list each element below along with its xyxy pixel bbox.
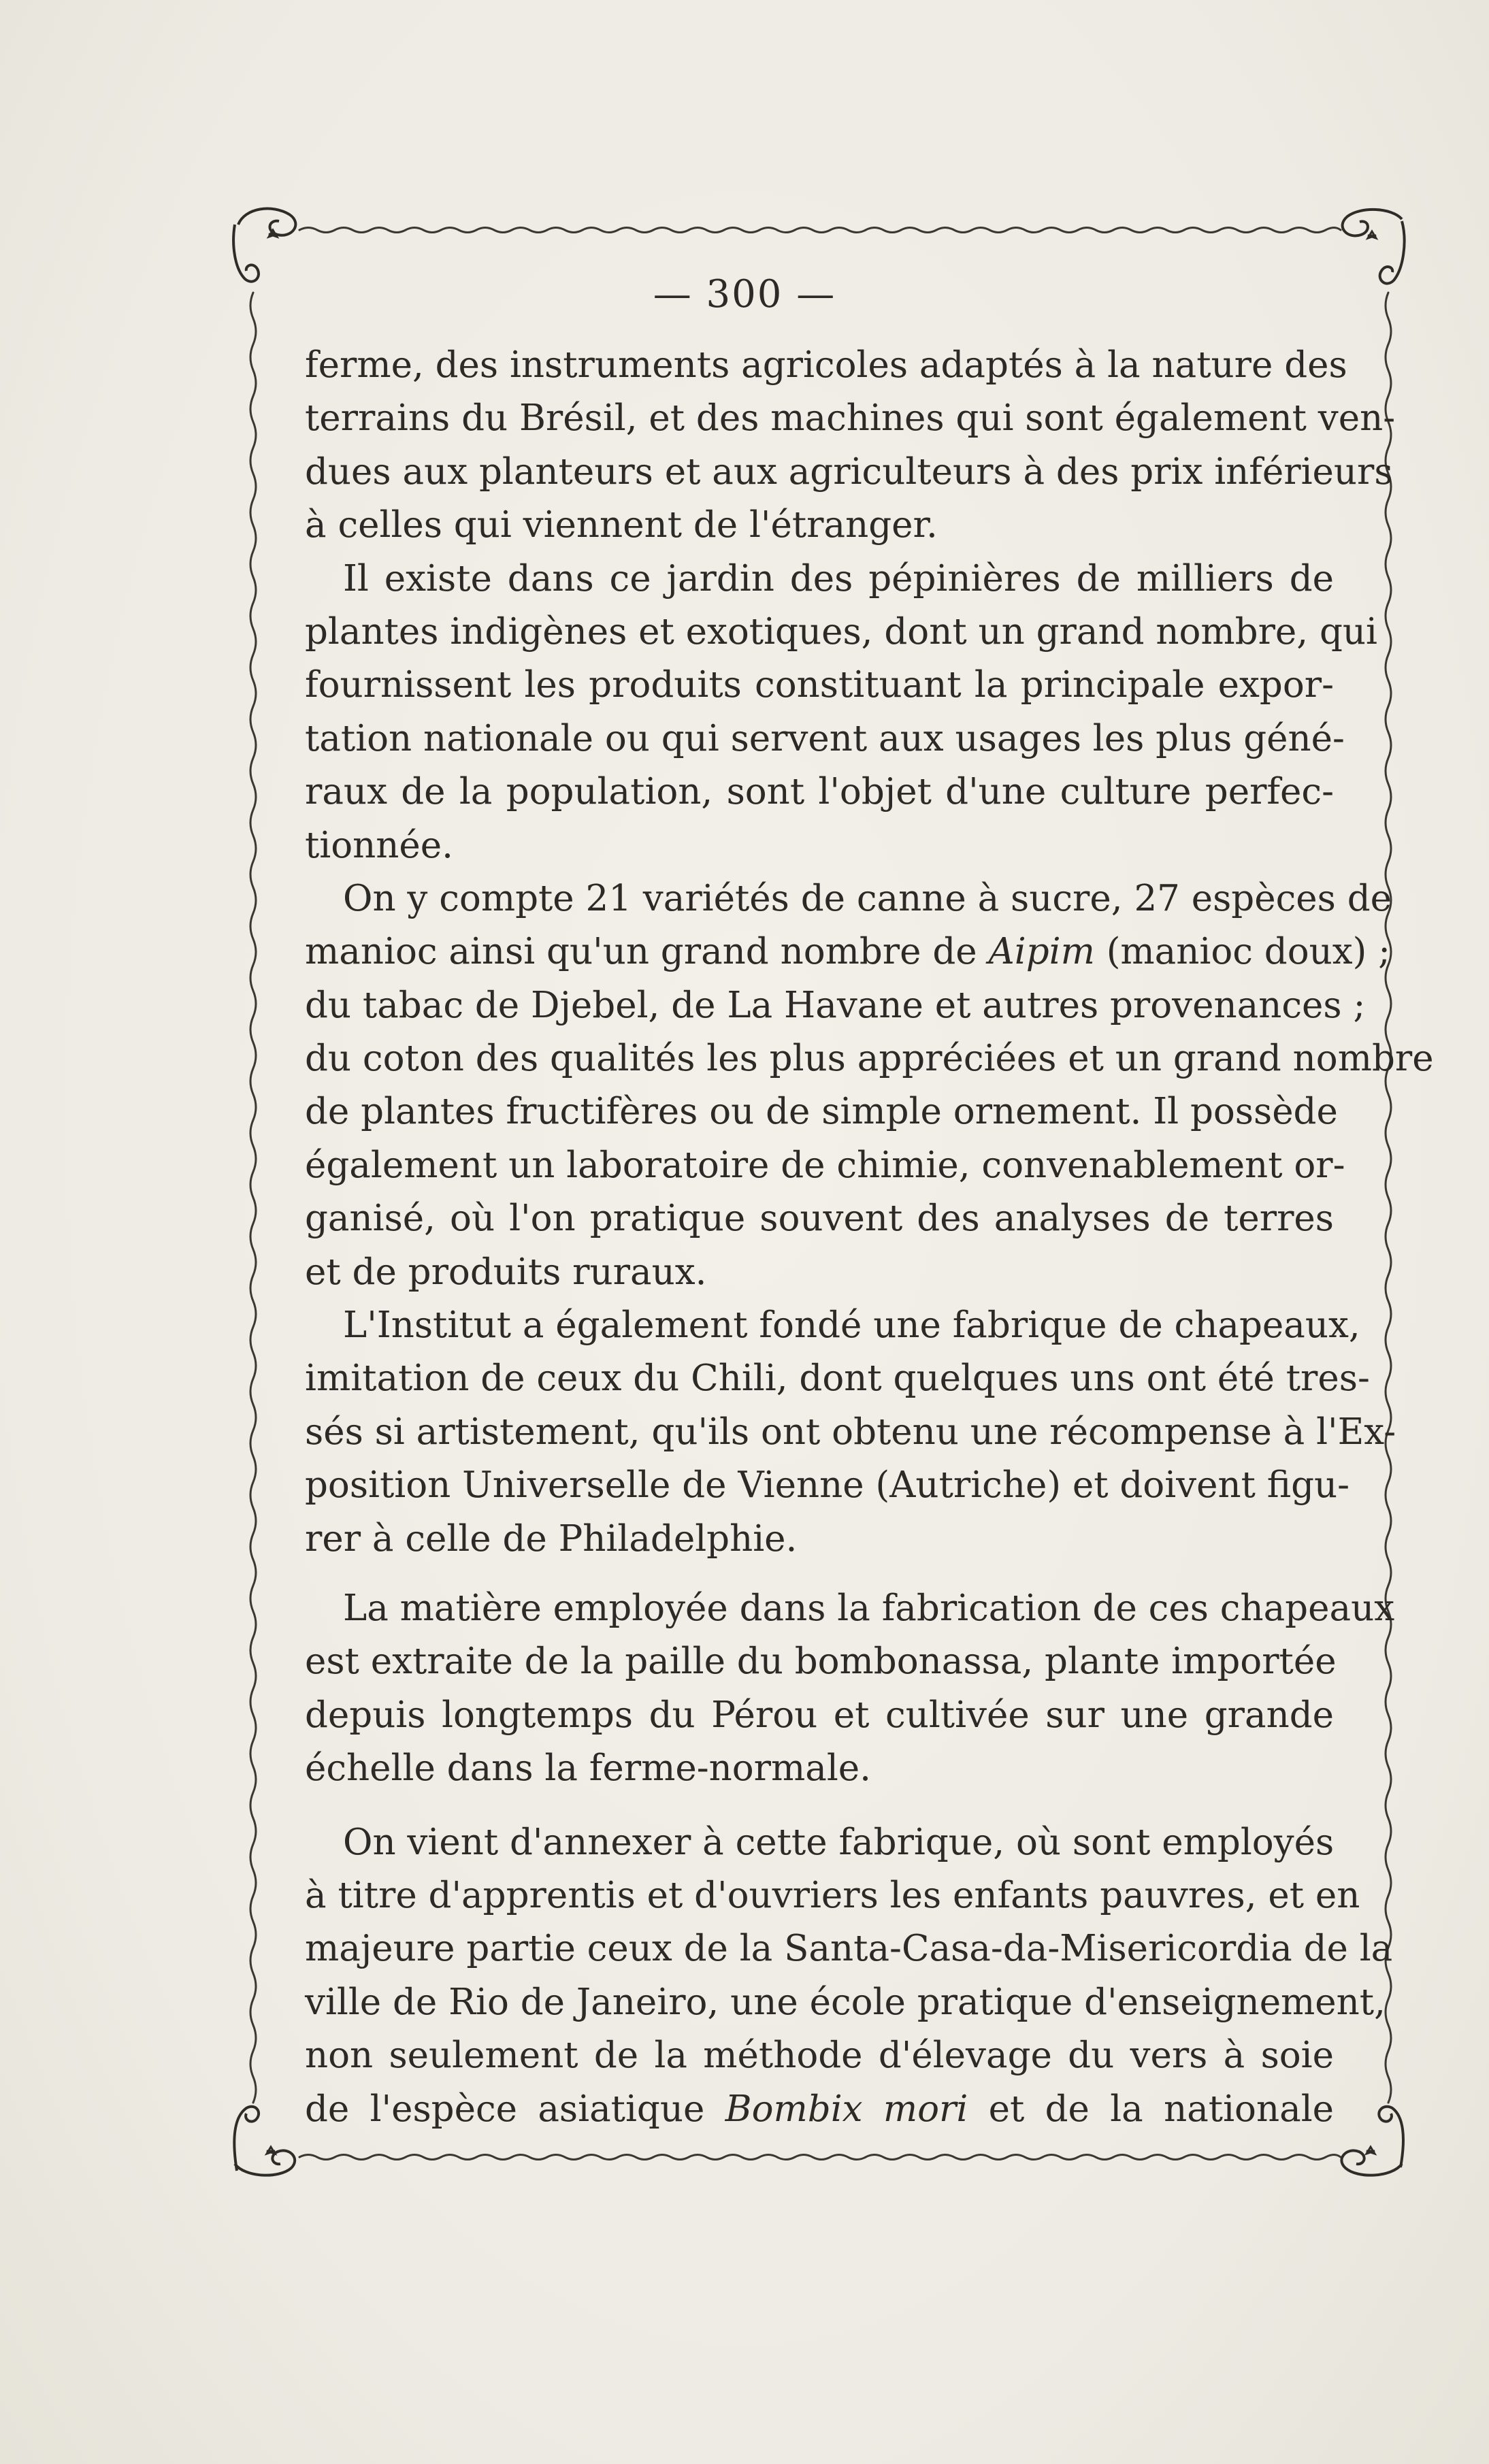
text-line: majeure partie ceux de la Santa-Casa-da-Misericordia de la [305,1928,1393,1970]
text-segment: et de la nationale [968,2088,1335,2130]
text-line: tation nationale ou qui servent aux usages les plus géné- [305,717,1345,759]
text-line: à titre d'apprentis et d'ouvriers les enfants pauvres, et en [305,1874,1360,1916]
text-line [305,2083,1334,2136]
text-line: position Universelle de Vienne (Autriche) et doivent figu- [305,1464,1350,1507]
text-line: de plantes fructifères ou de simple ornement. Il possède [305,1091,1338,1133]
text-line: du coton des qualités les plus appréciées et un grand nombre [305,1038,1434,1080]
text-line: sés si artistement, qu'ils ont obtenu une récompense à l'Ex- [305,1411,1396,1453]
text-line: fournissent les produits constituant la principale expor- [305,664,1334,706]
corner-ornament-bottom-left [234,2107,295,2175]
text-line: également un laboratoire de chimie, convenablement or- [305,1144,1345,1186]
italic-term: Bombix mori [725,2088,968,2130]
text-line: dues aux planteurs et aux agriculteurs à des prix inférieurs [305,450,1393,493]
text-line: rer à celle de Philadelphie. [305,1517,798,1560]
text-line: est extraite de la paille du bombonassa, plante importée [305,1641,1337,1683]
text-line: ville de Rio de Janeiro, une école pratique d'enseignement, [305,1981,1386,2023]
top-wavy-rule [299,228,1341,233]
text-line: tionnée. [305,824,454,866]
text-line: La matière employée dans la fabrication de ces chapeaux [343,1587,1395,1629]
page-number: — 300 — [653,272,836,316]
text-line: ganisé, où l'on pratique souvent des analyses de terres [305,1198,1334,1240]
text-line: échelle dans la ferme-normale. [305,1747,872,1790]
text-line: On vient d'annexer à cette fabrique, où sont employés [343,1821,1335,1863]
text-line: raux de la population, sont l'objet d'une culture perfec- [305,771,1334,813]
text-line [305,925,1391,979]
corner-ornament-bottom-right [1341,2107,1403,2175]
text-line: imitation de ceux du Chili, dont quelques uns ont été tres- [305,1358,1370,1400]
text-line: L'Institut a également fondé une fabrique de chapeaux, [343,1304,1360,1347]
text-line: du tabac de Djebel, de La Havane et autres provenances ; [305,984,1366,1026]
body-text [305,339,1434,2136]
text-line: ferme, des instruments agricoles adaptés à la nature des [305,344,1347,386]
text-line: non seulement de la méthode d'élevage du vers à soie [305,2035,1334,2077]
right-wavy-rule [1386,293,1391,2103]
text-segment: de l'espèce asiatique [305,2088,725,2130]
text-line: Il existe dans ce jardin des pépinières de milliers de [343,557,1334,599]
text-line: et de produits ruraux. [305,1251,707,1293]
text-line: terrains du Brésil, et des machines qui sont également ven- [305,397,1396,440]
text-line: plantes indigènes et exotiques, dont un grand nombre, qui [305,610,1377,653]
text-line: depuis longtemps du Pérou et cultivée sur une grande [305,1694,1334,1736]
text-line: On y compte 21 variétés de canne à sucre, 27 espèces de [343,877,1392,919]
italic-term: Aipim [988,931,1095,973]
text-line: à celles qui viennent de l'étranger. [305,504,938,546]
text-segment: (manioc doux) ; [1094,931,1391,973]
bottom-wavy-rule [299,2155,1341,2160]
text-segment: manioc ainsi qu'un grand nombre de [305,931,989,973]
left-wavy-rule [250,293,256,2103]
